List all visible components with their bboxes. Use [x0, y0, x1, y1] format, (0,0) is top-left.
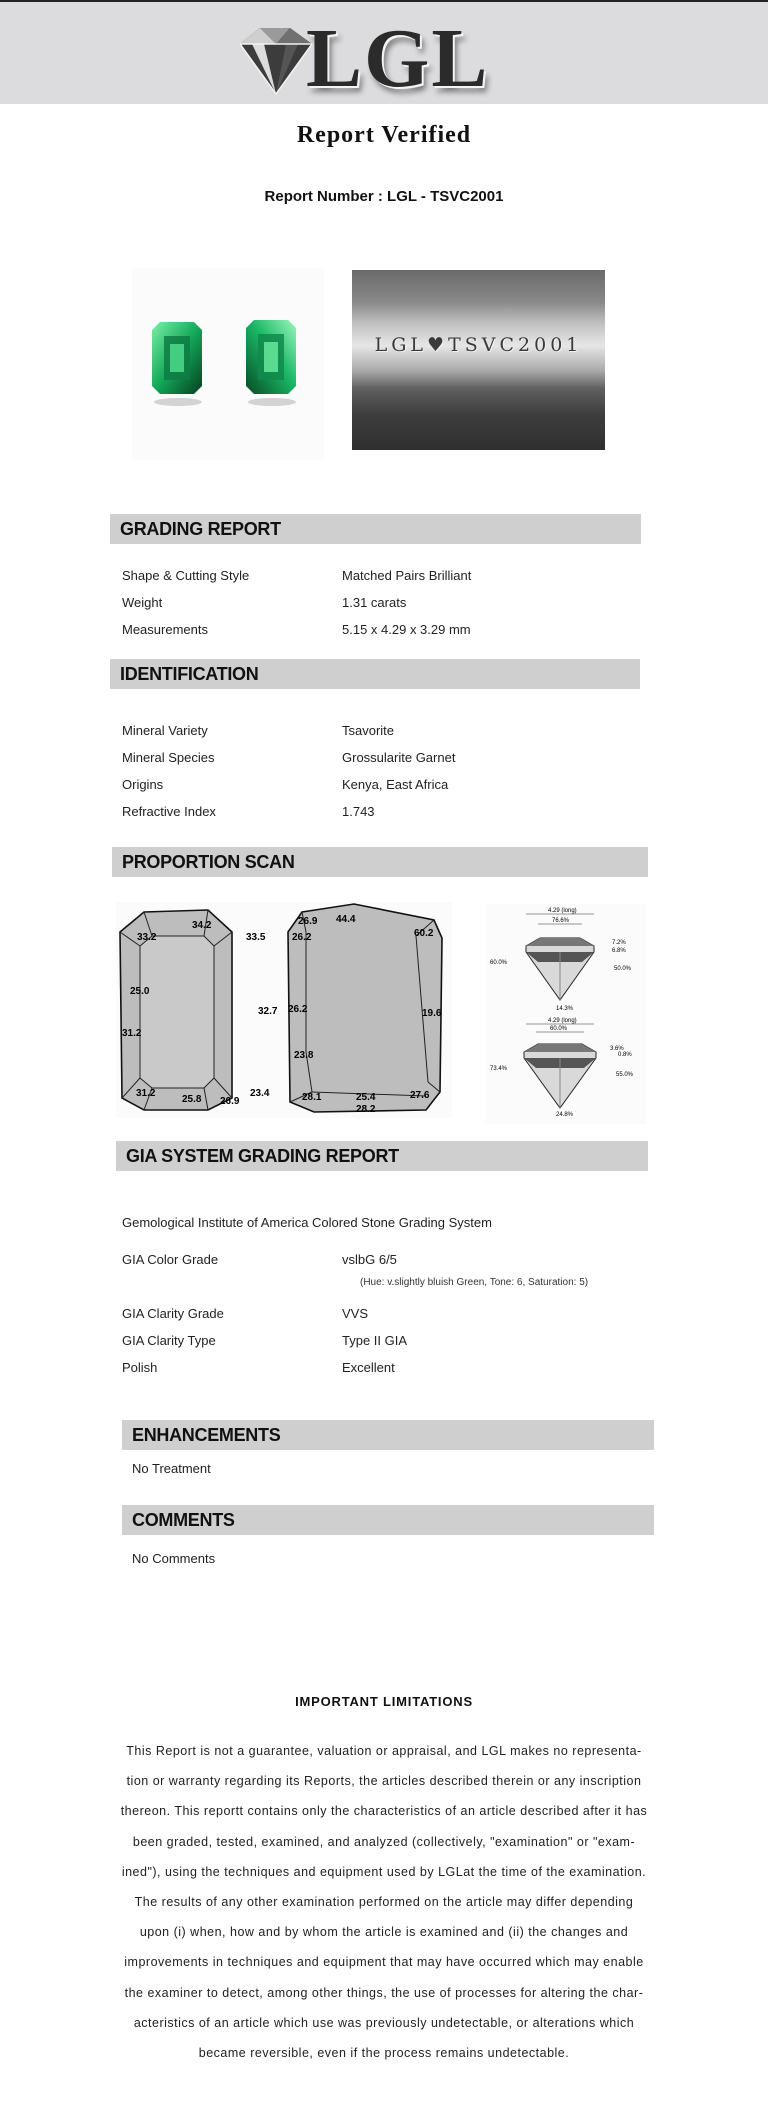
- weight-label: Weight: [122, 595, 163, 610]
- svg-text:4.29 (long): 4.29 (long): [548, 1018, 577, 1024]
- shape-value: Matched Pairs Brilliant: [342, 568, 472, 583]
- pavilion-label: 23.8: [294, 1050, 314, 1061]
- gia-system-text: Gemological Institute of America Colored Stone Grading System: [122, 1215, 492, 1230]
- crown-label: 32.7: [258, 1006, 278, 1017]
- measurements-label: Measurements: [122, 622, 208, 637]
- pavilion-label: 26.2: [292, 932, 312, 943]
- grading-report-bar: [110, 514, 641, 544]
- svg-text:14.3%: 14.3%: [556, 1006, 574, 1012]
- measurements-value: 5.15 x 4.29 x 3.29 mm: [342, 622, 471, 637]
- inscription-text: LGL♥TSVC2001: [374, 334, 583, 356]
- gia-clarity-grade-value: VVS: [342, 1306, 369, 1321]
- header-banner: [0, 0, 768, 104]
- proportion-diagram: [116, 902, 452, 1118]
- lgl-logo: [230, 12, 490, 105]
- gemstone-photo: [132, 268, 324, 460]
- profile-bottom-icon: [490, 1018, 634, 1118]
- laser-inscription-photo: [352, 270, 605, 450]
- svg-text:6.8%: 6.8%: [612, 948, 626, 954]
- origins-value: Kenya, East Africa: [342, 777, 449, 792]
- crown-label: 25.8: [182, 1094, 202, 1105]
- crown-label: 25.0: [130, 986, 150, 997]
- pavilion-label: 19.6: [422, 1008, 442, 1019]
- mineral-variety-value: Tsavorite: [342, 723, 395, 738]
- svg-text:0.8%: 0.8%: [618, 1052, 632, 1058]
- logo-text: LGL: [306, 12, 490, 105]
- proportion-scan-bar: [112, 847, 648, 877]
- mineral-species-label: Mineral Species: [122, 750, 215, 765]
- pavilion-label: 26.2: [288, 1004, 308, 1015]
- enhancements-bar: [122, 1420, 654, 1450]
- limitations-heading: IMPORTANT LIMITATIONS: [295, 1694, 473, 1709]
- enhancements-heading: ENHANCEMENTS: [132, 1425, 281, 1445]
- gia-clarity-grade-label: GIA Clarity Grade: [122, 1306, 224, 1321]
- comments-heading: COMMENTS: [132, 1510, 235, 1530]
- crown-label: 31.2: [122, 1028, 142, 1039]
- pavilion-label: 60.2: [414, 928, 434, 939]
- origins-label: Origins: [122, 777, 164, 792]
- mineral-species-value: Grossularite Garnet: [342, 750, 456, 765]
- enhancements-text: No Treatment: [132, 1461, 211, 1476]
- refractive-index-value: 1.743: [342, 804, 375, 819]
- crown-label: 33.5: [246, 932, 266, 943]
- comments-bar: [122, 1505, 654, 1535]
- svg-text:3.6%: 3.6%: [610, 1046, 624, 1052]
- gia-grading-heading: GIA SYSTEM GRADING REPORT: [126, 1146, 399, 1166]
- emerald-left-icon: [152, 322, 202, 406]
- crown-label: 26.9: [220, 1096, 240, 1107]
- pavilion-label: 28.1: [302, 1092, 322, 1103]
- polish-value: Excellent: [342, 1360, 395, 1375]
- pavilion-label: 28.2: [356, 1104, 376, 1115]
- polish-label: Polish: [122, 1360, 158, 1375]
- svg-text:76.6%: 76.6%: [552, 918, 570, 924]
- grading-report-heading: GRADING REPORT: [120, 519, 281, 539]
- crown-label: 34.2: [192, 920, 212, 931]
- svg-text:24.8%: 24.8%: [556, 1112, 574, 1118]
- pavilion-label: 27.6: [410, 1090, 430, 1101]
- svg-text:73.4%: 73.4%: [490, 1066, 508, 1072]
- proportion-scan-heading: PROPORTION SCAN: [122, 852, 295, 872]
- crown-label: 33.2: [137, 932, 157, 943]
- emerald-right-icon: [246, 320, 296, 406]
- pavilion-label: 26.9: [298, 916, 318, 927]
- shape-label: Shape & Cutting Style: [122, 568, 250, 583]
- gia-color-note: (Hue: v.slightly bluish Green, Tone: 6, Saturation: 5): [360, 1277, 589, 1288]
- crown-label: 31.2: [136, 1088, 156, 1099]
- limitations-text: This Report is not a guarantee, valuation or appraisal, and LGL makes no representa-tion or warranty regarding its Reports, the articles described therein or any inscription thereon. This reportt contains only the characteristics of an article described after it has been graded, tested, examined, and analyzed (collectively, "examination" or "exam-ined"), using the techniques and equipment used by LGLat the time of the examination. The results of any other examination performed on the article may differ depending upon (i) when, how and by whom the article is examined and (ii) the changes and improvements in techniques and equipment that may have occurred which may enable the examiner to detect, among other things, the use of processes for altering the char-acteristics of an article which use was previously undetectable, or alterations which became reversible, even if the process remains undetectable.: [120, 1744, 648, 2061]
- profile-diagram: [486, 904, 646, 1124]
- identification-bar: [110, 659, 640, 689]
- mineral-variety-label: Mineral Variety: [122, 723, 208, 738]
- svg-text:60.0%: 60.0%: [550, 1026, 568, 1032]
- svg-text:60.0%: 60.0%: [490, 960, 508, 966]
- svg-text:50.0%: 50.0%: [614, 966, 632, 972]
- gia-color-value: vslbG 6/5: [342, 1252, 397, 1267]
- pavilion-label: 44.4: [336, 914, 356, 925]
- gia-color-label: GIA Color Grade: [122, 1252, 219, 1267]
- profile-top-icon: [490, 908, 632, 1012]
- svg-text:7.2%: 7.2%: [612, 940, 626, 946]
- report-number: Report Number : LGL - TSVC2001: [264, 188, 504, 205]
- svg-text:4.29 (long): 4.29 (long): [548, 908, 577, 914]
- page-title: Report Verified: [296, 122, 472, 148]
- identification-heading: IDENTIFICATION: [120, 664, 259, 684]
- crown-label: 23.4: [250, 1088, 270, 1099]
- gia-clarity-type-value: Type II GIA: [342, 1333, 408, 1348]
- refractive-index-label: Refractive Index: [122, 804, 216, 819]
- gia-clarity-type-label: GIA Clarity Type: [122, 1333, 216, 1348]
- pavilion-label: 25.4: [356, 1092, 376, 1103]
- comments-text: No Comments: [132, 1551, 216, 1566]
- gia-grading-bar: [116, 1141, 648, 1171]
- weight-value: 1.31 carats: [342, 595, 407, 610]
- svg-text:55.0%: 55.0%: [616, 1072, 634, 1078]
